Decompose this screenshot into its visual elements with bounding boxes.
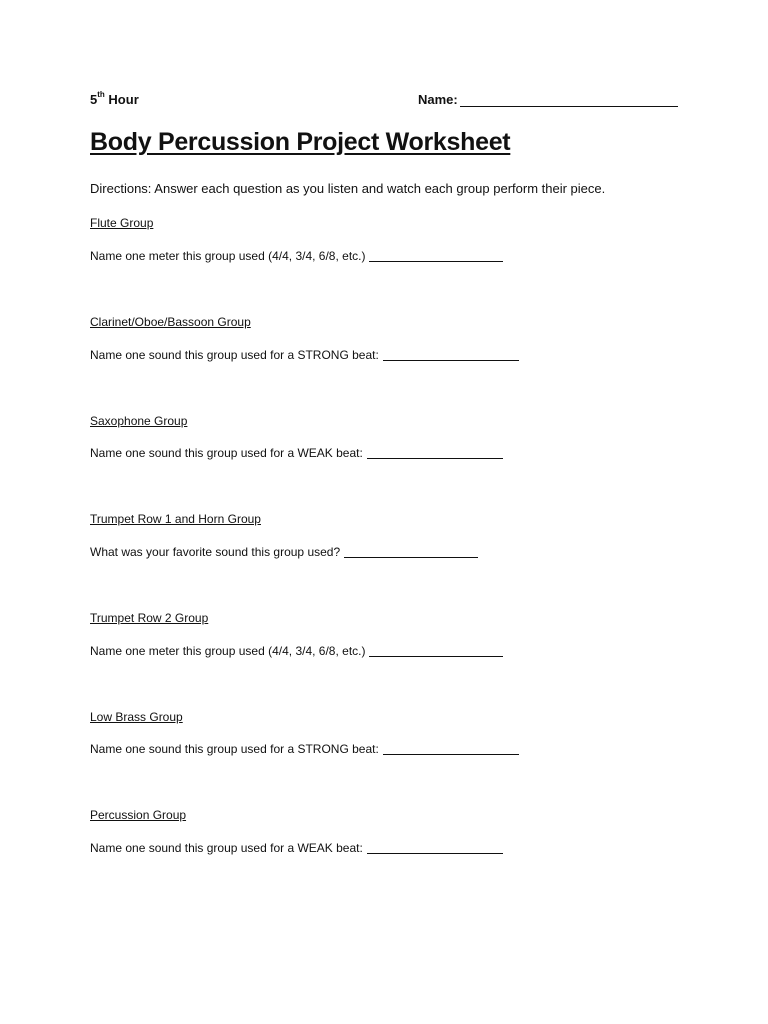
- answer-blank-line[interactable]: [369, 644, 503, 657]
- answer-blank-line[interactable]: [367, 446, 503, 459]
- class-hour: [90, 92, 139, 107]
- question-saxophone: [90, 446, 503, 460]
- answer-blank-line[interactable]: [367, 841, 503, 854]
- question-text: Name one sound this group used for a STRONG beat:: [90, 348, 379, 362]
- section-heading-flute: Flute Group: [90, 216, 154, 230]
- section-heading-low-brass: Low Brass Group: [90, 710, 183, 724]
- answer-blank-line[interactable]: [383, 348, 519, 361]
- hour-number: 5: [90, 92, 98, 107]
- question-text: Name one sound this group used for a WEAK beat:: [90, 841, 363, 855]
- question-percussion: [90, 841, 503, 855]
- name-blank-line[interactable]: [460, 106, 678, 107]
- hour-word: Hour: [108, 92, 139, 107]
- answer-blank-line[interactable]: [383, 742, 519, 755]
- directions-text: Directions: Answer each question as you listen and watch each group perform their piece.: [90, 181, 606, 196]
- section-heading-clarinet-oboe-bassoon: Clarinet/Oboe/Bassoon Group: [90, 315, 251, 329]
- section-heading-saxophone: Saxophone Group: [90, 414, 188, 428]
- section-heading-trumpet-row-2: Trumpet Row 2 Group: [90, 611, 209, 625]
- name-label: Name:: [418, 92, 458, 107]
- question-text: Name one meter this group used (4/4, 3/4, 6/8, etc.): [90, 249, 366, 263]
- question-text: Name one sound this group used for a STRONG beat:: [90, 742, 379, 756]
- section-heading-trumpet-row-1-horn: Trumpet Row 1 and Horn Group: [90, 512, 261, 526]
- question-clarinet-oboe-bassoon: [90, 348, 519, 362]
- answer-blank-line[interactable]: [369, 249, 503, 262]
- question-text: What was your favorite sound this group used?: [90, 545, 341, 559]
- header-row: [90, 92, 680, 112]
- question-text: Name one sound this group used for a WEAK beat:: [90, 446, 363, 460]
- hour-suffix: th: [97, 90, 105, 99]
- question-low-brass: [90, 742, 519, 756]
- section-heading-percussion: Percussion Group: [90, 808, 187, 822]
- question-flute: [90, 249, 503, 263]
- answer-blank-line[interactable]: [344, 545, 478, 558]
- page-title: Body Percussion Project Worksheet: [90, 128, 511, 156]
- question-trumpet-row-1-horn: [90, 545, 478, 559]
- question-text: Name one meter this group used (4/4, 3/4, 6/8, etc.): [90, 644, 366, 658]
- question-trumpet-row-2: [90, 644, 503, 658]
